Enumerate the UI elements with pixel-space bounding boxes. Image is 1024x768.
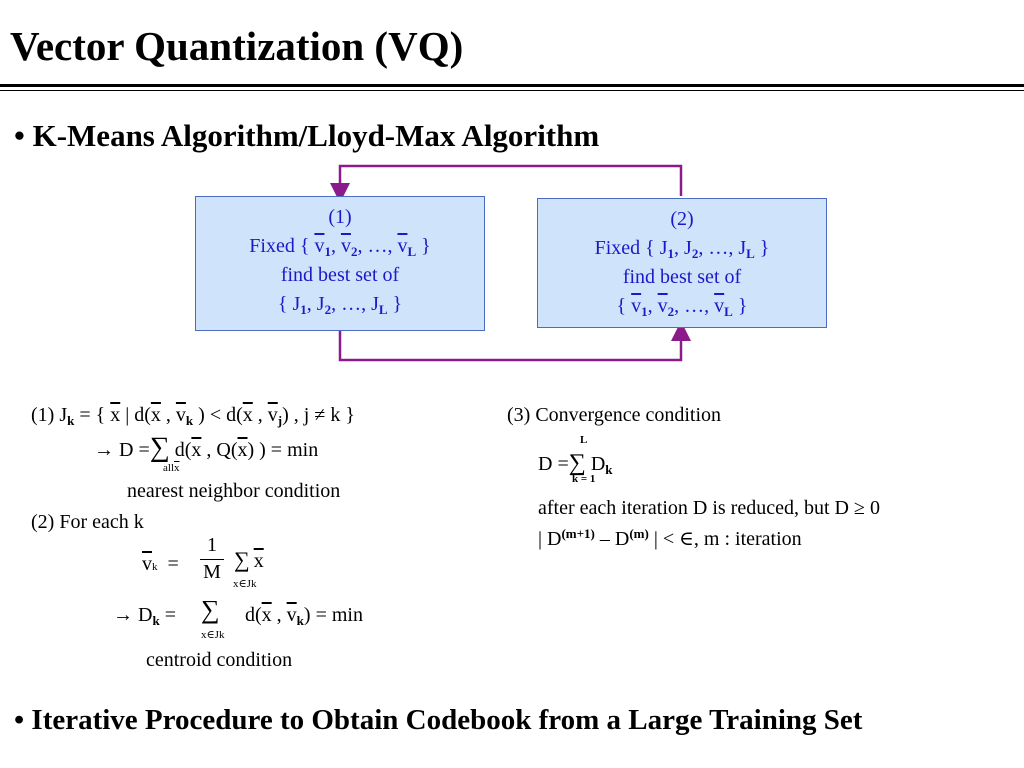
- title-rule-thin: [0, 90, 1024, 91]
- eq2-denominator: M: [200, 559, 224, 584]
- bullet-iterative: [14, 702, 862, 738]
- step2-fixed-j: Fixed { $J_1$, $J_2$, …, $J_L$ }: [594, 237, 770, 261]
- arrow-top: [340, 166, 681, 196]
- step1-box: [195, 196, 485, 331]
- eq3-total: D =∑ $D_k$: [538, 450, 613, 477]
- step1-set-j: { $J_1$, $J_2$, …, $J_L$ }: [277, 293, 403, 317]
- eq1-sum-under: $all\overline{x}$: [163, 462, 180, 474]
- eq2-numerator: 1: [207, 534, 217, 556]
- eq2-label: (2) For each k: [31, 511, 144, 533]
- slide-title: Vector Quantization (VQ): [10, 23, 464, 69]
- eq3-line-a: after each iteration D is reduced, but D ≥ 0: [538, 497, 880, 519]
- bullet-marker: •: [14, 118, 25, 153]
- eq3-line-b: | $D^{(m+1)} - D^{(m)}$ | < ∈, m : iteration: [538, 526, 802, 550]
- bullet-kmeans-text: K-Means Algorithm/Lloyd-Max Algorithm: [32, 118, 600, 153]
- eq2-sigma2-under: x∈Jk: [201, 629, 225, 641]
- eq2-distortion: → $D_k$ =: [113, 604, 176, 628]
- step1-fixed-v: Fixed { $\overline{v}_1$, $\overline{v}_2$, …, $\overline{v}_L$ }: [249, 235, 431, 259]
- eq1-note: nearest neighbor condition: [127, 480, 341, 502]
- eq2-note: centroid condition: [146, 649, 293, 671]
- eq3-sum-bottom: k = 1: [572, 473, 596, 485]
- bullet-kmeans: [14, 118, 599, 154]
- eq2-fraction: [200, 533, 224, 584]
- eq2-centroid: $\overline{v}k$ =: [142, 553, 179, 575]
- bullet-marker-2: •: [14, 704, 25, 736]
- step1-find: find best set of: [280, 264, 400, 286]
- eq3-label: (3) Convergence condition: [507, 404, 722, 426]
- eq2-distortion-rhs: $d(\overline{x}$ , $\overline{v}_k) = \min$: [245, 604, 363, 628]
- step2-box: [537, 198, 827, 328]
- eq2-sigma2: ∑: [201, 595, 220, 624]
- eq1-partition: (1) $J_k$ = { $\overline{x}$ | $d(\overline{x}$ , $\overline{v}_k$ ) < $d(\overline{x}$ , $\overline{v}_j$) , j ≠ k }: [31, 404, 355, 428]
- step2-set-v: { $\overline{v}_1$, $\overline{v}_2$, …, $\overline{v}_L$ }: [616, 295, 748, 319]
- step1-number: (1): [328, 206, 352, 228]
- step2-number: (2): [670, 208, 694, 230]
- step2-find: find best set of: [622, 266, 742, 288]
- eq1-distortion: → D =∑ $d(\overline{x}$ , $Q(\overline{x})$ ) = min: [94, 432, 319, 463]
- eq2-sum: ∑ $\overline{x}$: [234, 547, 264, 572]
- eq3-sum-top: L: [580, 434, 588, 446]
- arrow-bottom: [340, 331, 681, 360]
- bullet-iterative-text: Iterative Procedure to Obtain Codebook from a Large Training Set: [31, 704, 863, 736]
- eq2-sum-under: x∈Jk: [233, 578, 257, 590]
- title-rule-thick: [0, 84, 1024, 87]
